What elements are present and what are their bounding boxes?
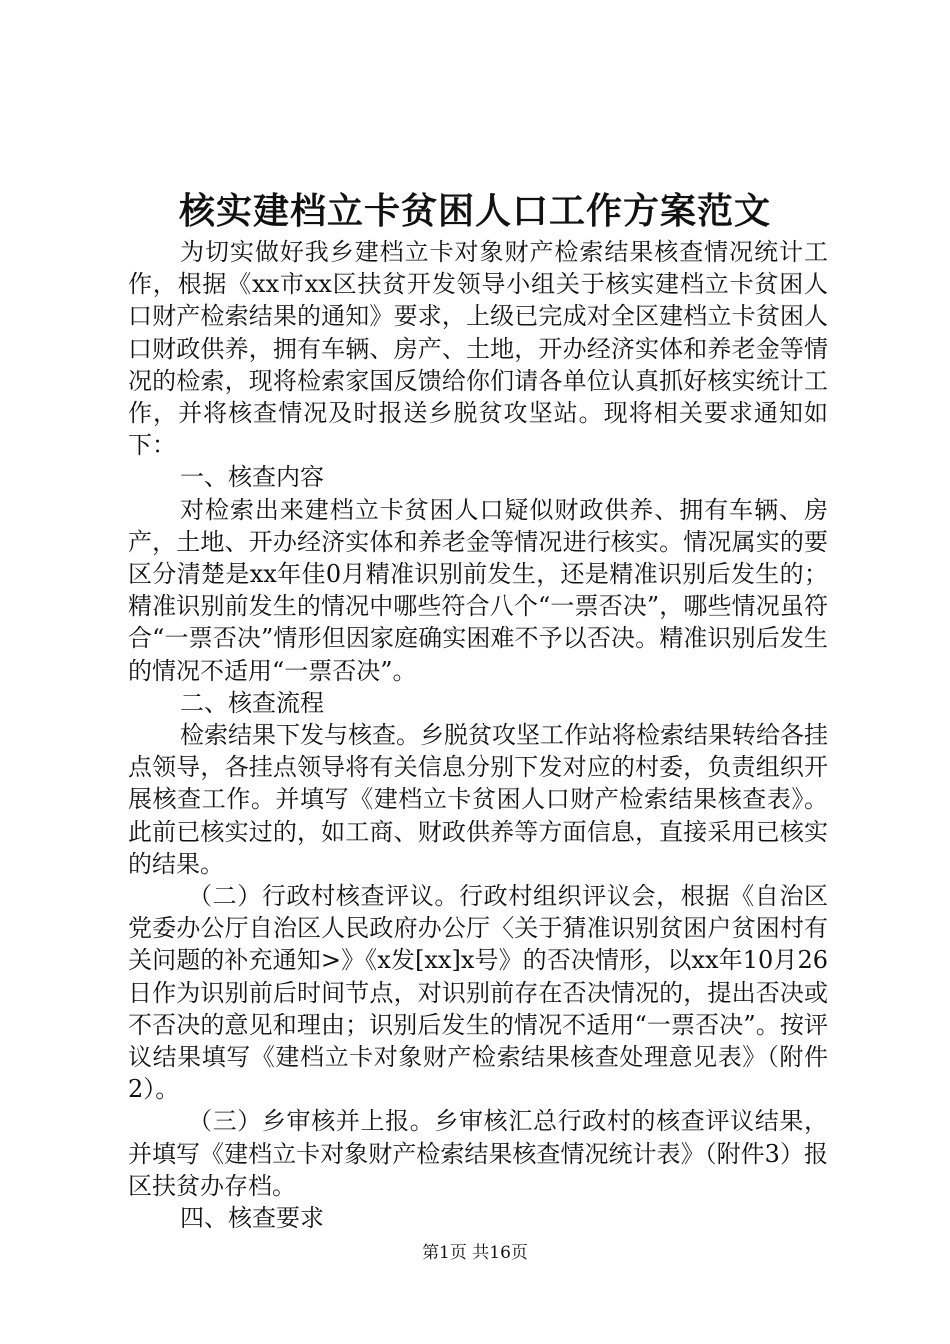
- section-heading-2: 二、核查流程: [180, 688, 324, 717]
- page-footer: 第1页 共16页: [422, 1243, 528, 1263]
- document-body: [128, 236, 828, 1234]
- paragraph-process-2: （二）行政村核查评议。行政村组织评议会，根据《自治区党委办公厅自治区人民政府办公厅〈关于猜准识别贫困户贫困村有关问题的补充通知>》《x发[xx]x号》的否决情形，以xx年10月26日作为识别前后时间节点，对识别前存在否决情况的，提出否决或不否决的意见和理由；识别后发生的情况不适用“一票否决”。按评议结果填写《建档立卡对象财产检索结果核查处理意见表》（附件2）。: [128, 882, 828, 1104]
- paragraph-intro: 为切实做好我乡建档立卡对象财产检索结果核查情况统计工作，根据《xx市xx区扶贫开发领导小组关于核实建档立卡贫困人口财产检索结果的通知》要求，上级已完成对全区建档立卡贫困人口财政供养，拥有车辆、房产、土地，开办经济实体和养老金等情况的检索，现将检索家国反馈给你们请各单位认真抓好核实统计工作，并将核查情况及时报送乡脱贫攻坚站。现将相关要求通知如下：: [128, 238, 828, 460]
- section-heading-4: 四、核查要求: [180, 1204, 324, 1233]
- section-heading-1: 一、核查内容: [180, 463, 324, 492]
- document-title: 核实建档立卡贫困人口工作方案范文: [178, 190, 771, 232]
- paragraph-content: 对检索出来建档立卡贫困人口疑似财政供养、拥有车辆、房产，土地、开办经济实体和养老金等情况进行核实。情况属实的要区分清楚是xx年佳0月精准识别前发生，还是精准识别后发生的；精准识别前发生的情况中哪些符合八个“一票否决”，哪些情况虽符合“一票否决”情形但因家庭确实困难不予以否决。精准识别后发生的情况不适用“一票否决”。: [128, 495, 828, 685]
- paragraph-process-1: 检索结果下发与核查。乡脱贫攻坚工作站将检索结果转给各挂点领导，各挂点领导将有关信息分别下发对应的村委，负责组织开展核查工作。并填写《建档立卡贫困人口财产检索结果核查表》。此前已核实过的，如工商、财政供养等方面信息，直接采用已核实的结果。: [128, 721, 828, 878]
- paragraph-process-3: （三）乡审核并上报。乡审核汇总行政村的核查评议结果，并填写《建档立卡对象财产检索结果核查情况统计表》（附件3）报区扶贫办存档。: [128, 1107, 828, 1200]
